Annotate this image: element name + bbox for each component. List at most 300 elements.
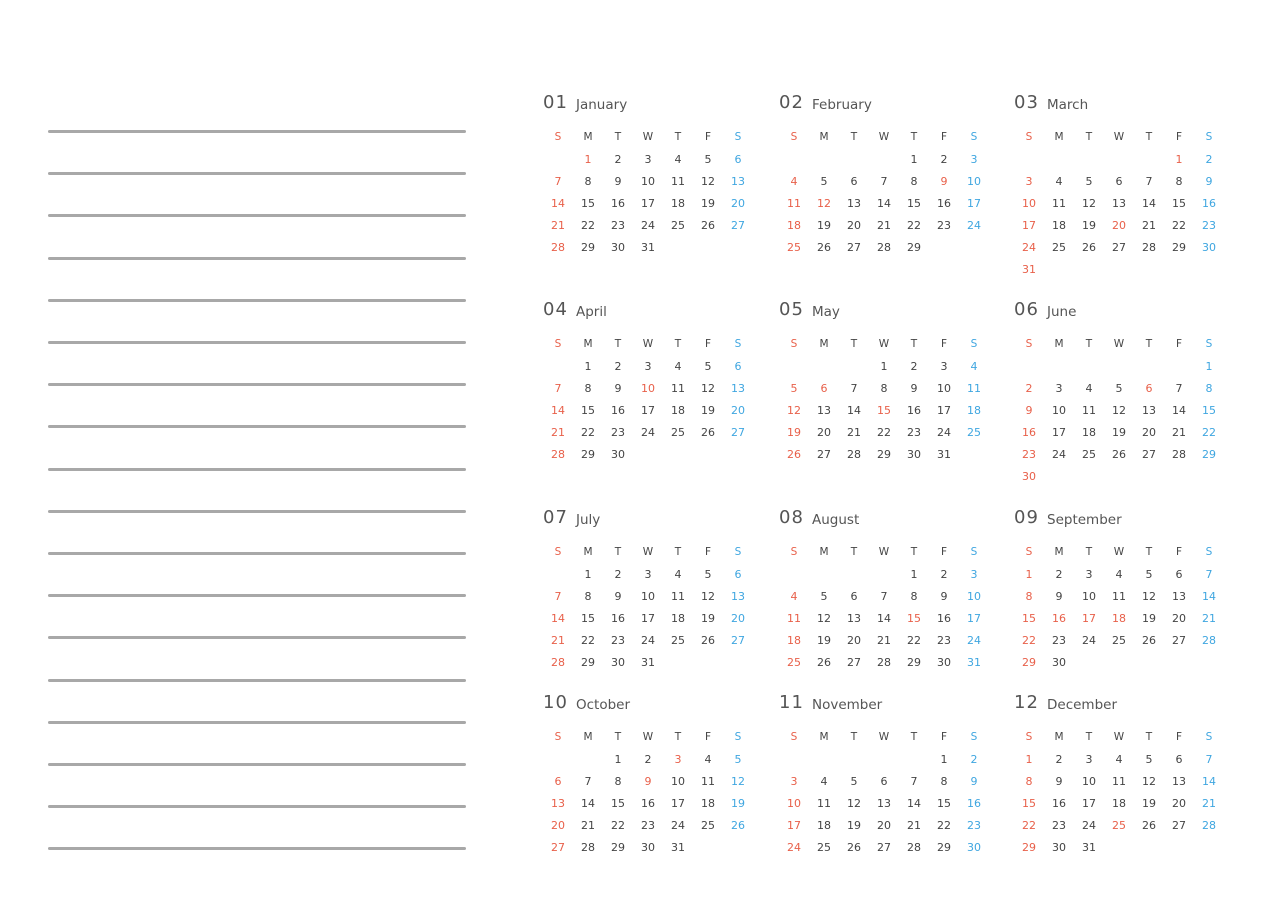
day-cell: 16 [907, 403, 921, 417]
day-cell: 25 [787, 655, 801, 669]
day-cell: 6 [554, 774, 562, 788]
day-cell: 18 [1052, 218, 1066, 232]
day-cell: 10 [641, 381, 655, 395]
day-grid [1014, 333, 1224, 487]
day-cell: 8 [584, 589, 592, 603]
note-line [48, 721, 466, 724]
weekday-header: S [1025, 546, 1033, 558]
month-number: 01 [543, 92, 568, 113]
weekday-header: F [940, 731, 948, 743]
day-cell: 14 [581, 796, 595, 810]
day-cell: 1 [1025, 752, 1033, 766]
day-cell: 21 [847, 425, 861, 439]
day-grid [779, 333, 989, 465]
day-cell: 5 [820, 174, 828, 188]
weekday-header: W [1113, 131, 1125, 143]
day-cell: 5 [1085, 174, 1093, 188]
day-cell: 7 [1205, 752, 1213, 766]
day-cell: 6 [1175, 567, 1183, 581]
month-name: July [576, 512, 601, 528]
month-july [543, 509, 753, 673]
day-cell: 15 [581, 611, 595, 625]
day-cell: 28 [551, 447, 565, 461]
day-cell: 1 [1025, 567, 1033, 581]
weekday-header: T [1085, 731, 1093, 743]
day-cell: 4 [674, 567, 682, 581]
day-cell: 14 [1172, 403, 1186, 417]
day-cell: 22 [581, 425, 595, 439]
day-cell: 19 [1082, 218, 1096, 232]
day-cell: 15 [1022, 796, 1036, 810]
weekday-header: T [1145, 546, 1153, 558]
day-cell: 21 [907, 818, 921, 832]
note-line [48, 468, 466, 471]
weekday-header: T [614, 131, 622, 143]
day-cell: 8 [910, 174, 918, 188]
weekday-header: T [614, 731, 622, 743]
day-cell: 10 [967, 589, 981, 603]
day-cell: 22 [877, 425, 891, 439]
month-name: December [1047, 697, 1118, 713]
day-cell: 28 [877, 240, 891, 254]
day-cell: 13 [1142, 403, 1156, 417]
day-cell: 28 [1202, 818, 1216, 832]
day-cell: 11 [1112, 589, 1126, 603]
weekday-header: W [878, 338, 890, 350]
day-cell: 10 [937, 381, 951, 395]
day-cell: 19 [847, 818, 861, 832]
weekday-header: W [1113, 731, 1125, 743]
day-cell: 31 [1022, 262, 1036, 276]
day-cell: 25 [671, 218, 685, 232]
day-cell: 11 [671, 381, 685, 395]
month-june [1014, 301, 1224, 487]
day-cell: 16 [937, 196, 951, 210]
weekday-header: T [674, 338, 682, 350]
day-cell: 13 [551, 796, 565, 810]
day-grid [543, 333, 753, 465]
weekday-header: F [704, 731, 712, 743]
day-cell: 30 [1022, 469, 1036, 483]
day-cell: 13 [877, 796, 891, 810]
month-number: 09 [1014, 507, 1039, 528]
day-cell: 11 [1112, 774, 1126, 788]
day-cell: 18 [701, 796, 715, 810]
day-cell: 20 [847, 218, 861, 232]
day-cell: 4 [790, 589, 798, 603]
day-cell: 24 [641, 633, 655, 647]
day-cell: 15 [877, 403, 891, 417]
day-cell: 23 [611, 633, 625, 647]
day-cell: 28 [1202, 633, 1216, 647]
day-cell: 2 [1205, 152, 1213, 166]
day-cell: 2 [614, 359, 622, 373]
day-cell: 13 [1112, 196, 1126, 210]
weekday-header: F [1175, 731, 1183, 743]
day-cell: 5 [704, 567, 712, 581]
day-cell: 7 [554, 381, 562, 395]
day-cell: 18 [671, 611, 685, 625]
day-cell: 9 [970, 774, 978, 788]
note-line [48, 763, 466, 766]
weekday-header: T [850, 131, 858, 143]
day-cell: 19 [817, 218, 831, 232]
weekday-header: M [819, 338, 829, 350]
day-cell: 14 [551, 403, 565, 417]
day-cell: 16 [611, 611, 625, 625]
day-cell: 23 [1202, 218, 1216, 232]
day-cell: 29 [1202, 447, 1216, 461]
day-cell: 23 [1052, 818, 1066, 832]
weekday-header: F [940, 131, 948, 143]
weekday-header: T [674, 731, 682, 743]
day-cell: 27 [1172, 633, 1186, 647]
day-cell: 10 [1022, 196, 1036, 210]
day-cell: 27 [1142, 447, 1156, 461]
day-cell: 18 [1082, 425, 1096, 439]
day-cell: 9 [910, 381, 918, 395]
day-cell: 24 [787, 840, 801, 854]
day-cell: 31 [641, 240, 655, 254]
day-cell: 24 [1022, 240, 1036, 254]
day-cell: 1 [1175, 152, 1183, 166]
weekday-header: S [1205, 546, 1213, 558]
month-november [779, 694, 989, 858]
day-cell: 13 [847, 196, 861, 210]
day-cell: 22 [1202, 425, 1216, 439]
month-number: 05 [779, 299, 804, 320]
day-cell: 6 [734, 359, 742, 373]
month-number: 08 [779, 507, 804, 528]
day-grid [779, 726, 989, 858]
day-cell: 17 [967, 196, 981, 210]
day-cell: 30 [1202, 240, 1216, 254]
day-cell: 11 [787, 196, 801, 210]
day-cell: 30 [1052, 840, 1066, 854]
day-cell: 2 [1055, 567, 1063, 581]
day-cell: 12 [817, 196, 831, 210]
day-cell: 6 [850, 174, 858, 188]
weekday-header: S [1025, 131, 1033, 143]
month-number: 11 [779, 692, 804, 713]
weekday-header: T [910, 338, 918, 350]
day-cell: 9 [644, 774, 652, 788]
day-cell: 19 [701, 611, 715, 625]
day-cell: 19 [1112, 425, 1126, 439]
day-cell: 30 [611, 240, 625, 254]
day-cell: 21 [877, 218, 891, 232]
day-cell: 15 [581, 196, 595, 210]
note-line [48, 257, 466, 260]
day-cell: 20 [1142, 425, 1156, 439]
day-cell: 5 [820, 589, 828, 603]
month-december [1014, 694, 1224, 858]
day-cell: 31 [967, 655, 981, 669]
day-cell: 20 [551, 818, 565, 832]
note-line [48, 214, 466, 217]
day-cell: 24 [937, 425, 951, 439]
day-cell: 6 [1145, 381, 1153, 395]
day-cell: 2 [614, 567, 622, 581]
day-cell: 5 [790, 381, 798, 395]
day-cell: 28 [847, 447, 861, 461]
day-cell: 21 [1172, 425, 1186, 439]
day-cell: 25 [1082, 447, 1096, 461]
day-cell: 18 [1112, 611, 1126, 625]
day-cell: 8 [1025, 589, 1033, 603]
day-cell: 28 [907, 840, 921, 854]
day-cell: 2 [940, 567, 948, 581]
weekday-header: M [583, 546, 593, 558]
day-cell: 4 [674, 152, 682, 166]
weekday-header: W [642, 338, 654, 350]
day-cell: 21 [1202, 611, 1216, 625]
day-cell: 15 [907, 196, 921, 210]
day-cell: 28 [551, 655, 565, 669]
day-cell: 8 [614, 774, 622, 788]
day-cell: 7 [880, 589, 888, 603]
day-cell: 25 [671, 425, 685, 439]
day-cell: 6 [850, 589, 858, 603]
day-cell: 6 [734, 152, 742, 166]
day-cell: 28 [551, 240, 565, 254]
day-cell: 1 [880, 359, 888, 373]
day-cell: 5 [734, 752, 742, 766]
day-cell: 17 [1052, 425, 1066, 439]
note-line [48, 847, 466, 850]
day-cell: 6 [880, 774, 888, 788]
day-cell: 26 [847, 840, 861, 854]
weekday-header: T [614, 546, 622, 558]
month-name: May [812, 304, 840, 320]
day-cell: 14 [1202, 589, 1216, 603]
day-cell: 3 [1025, 174, 1033, 188]
day-cell: 22 [581, 633, 595, 647]
day-cell: 4 [1115, 752, 1123, 766]
day-cell: 9 [614, 589, 622, 603]
day-cell: 27 [731, 425, 745, 439]
day-cell: 6 [734, 567, 742, 581]
day-cell: 27 [847, 240, 861, 254]
day-cell: 4 [704, 752, 712, 766]
weekday-header: F [704, 546, 712, 558]
day-grid [1014, 726, 1224, 858]
day-cell: 10 [967, 174, 981, 188]
day-cell: 25 [671, 633, 685, 647]
day-cell: 12 [1142, 774, 1156, 788]
day-cell: 18 [967, 403, 981, 417]
month-name: February [812, 97, 872, 113]
day-cell: 12 [701, 174, 715, 188]
day-cell: 10 [1082, 774, 1096, 788]
day-cell: 25 [787, 240, 801, 254]
day-cell: 8 [1175, 174, 1183, 188]
day-cell: 8 [1025, 774, 1033, 788]
day-cell: 28 [1142, 240, 1156, 254]
day-cell: 2 [614, 152, 622, 166]
day-cell: 22 [581, 218, 595, 232]
weekday-header: T [1085, 338, 1093, 350]
weekday-header: M [583, 131, 593, 143]
day-cell: 17 [1082, 796, 1096, 810]
weekday-header: S [790, 731, 798, 743]
day-cell: 2 [1055, 752, 1063, 766]
day-cell: 23 [1052, 633, 1066, 647]
day-cell: 29 [877, 447, 891, 461]
day-cell: 23 [1022, 447, 1036, 461]
day-cell: 6 [1175, 752, 1183, 766]
day-cell: 12 [701, 381, 715, 395]
day-cell: 29 [1022, 655, 1036, 669]
weekday-header: S [970, 546, 978, 558]
day-cell: 12 [1082, 196, 1096, 210]
day-cell: 30 [907, 447, 921, 461]
weekday-header: S [790, 131, 798, 143]
day-cell: 26 [787, 447, 801, 461]
month-january [543, 94, 753, 258]
day-cell: 24 [1082, 633, 1096, 647]
day-cell: 9 [1205, 174, 1213, 188]
day-cell: 6 [820, 381, 828, 395]
day-cell: 1 [940, 752, 948, 766]
day-cell: 9 [940, 589, 948, 603]
day-cell: 7 [850, 381, 858, 395]
weekday-header: T [614, 338, 622, 350]
day-cell: 7 [584, 774, 592, 788]
day-cell: 9 [940, 174, 948, 188]
day-cell: 28 [581, 840, 595, 854]
day-cell: 18 [1112, 796, 1126, 810]
day-cell: 23 [641, 818, 655, 832]
day-cell: 7 [1205, 567, 1213, 581]
day-cell: 15 [581, 403, 595, 417]
weekday-header: S [1205, 131, 1213, 143]
day-cell: 24 [641, 218, 655, 232]
month-name: January [576, 97, 628, 113]
day-cell: 8 [584, 381, 592, 395]
day-cell: 31 [671, 840, 685, 854]
day-cell: 3 [644, 567, 652, 581]
weekday-header: S [734, 338, 742, 350]
weekday-header: S [554, 546, 562, 558]
day-cell: 17 [937, 403, 951, 417]
day-cell: 13 [731, 589, 745, 603]
day-cell: 12 [1112, 403, 1126, 417]
day-cell: 8 [1205, 381, 1213, 395]
day-cell: 14 [551, 611, 565, 625]
day-cell: 26 [701, 633, 715, 647]
weekday-header: F [1175, 338, 1183, 350]
weekday-header: F [704, 338, 712, 350]
day-cell: 26 [1142, 818, 1156, 832]
day-cell: 26 [817, 655, 831, 669]
weekday-header: W [642, 131, 654, 143]
day-cell: 23 [937, 633, 951, 647]
day-cell: 19 [1142, 611, 1156, 625]
weekday-header: M [583, 338, 593, 350]
note-line [48, 299, 466, 302]
day-cell: 8 [910, 589, 918, 603]
day-cell: 29 [937, 840, 951, 854]
weekday-header: F [1175, 546, 1183, 558]
day-cell: 22 [1172, 218, 1186, 232]
weekday-header: S [970, 338, 978, 350]
day-cell: 26 [701, 218, 715, 232]
day-cell: 5 [704, 359, 712, 373]
weekday-header: M [1054, 546, 1064, 558]
day-cell: 12 [701, 589, 715, 603]
day-cell: 17 [1022, 218, 1036, 232]
day-cell: 9 [1055, 589, 1063, 603]
weekday-header: F [704, 131, 712, 143]
month-name: August [812, 512, 860, 528]
day-cell: 23 [611, 425, 625, 439]
day-cell: 27 [1112, 240, 1126, 254]
day-cell: 13 [1172, 589, 1186, 603]
weekday-header: M [819, 731, 829, 743]
day-cell: 1 [584, 359, 592, 373]
weekday-header: S [1025, 338, 1033, 350]
day-cell: 7 [1175, 381, 1183, 395]
note-line [48, 425, 466, 428]
day-cell: 8 [584, 174, 592, 188]
day-cell: 20 [731, 403, 745, 417]
weekday-header: T [1145, 731, 1153, 743]
weekday-header: S [970, 131, 978, 143]
day-cell: 2 [940, 152, 948, 166]
day-cell: 21 [1202, 796, 1216, 810]
day-cell: 1 [584, 152, 592, 166]
day-cell: 17 [671, 796, 685, 810]
day-cell: 26 [817, 240, 831, 254]
day-cell: 11 [1052, 196, 1066, 210]
day-cell: 20 [877, 818, 891, 832]
day-cell: 1 [614, 752, 622, 766]
day-cell: 20 [1172, 611, 1186, 625]
day-cell: 25 [1112, 818, 1126, 832]
day-cell: 11 [671, 589, 685, 603]
weekday-header: S [734, 546, 742, 558]
day-cell: 11 [787, 611, 801, 625]
day-cell: 2 [970, 752, 978, 766]
day-cell: 4 [1055, 174, 1063, 188]
day-cell: 17 [1082, 611, 1096, 625]
day-cell: 5 [1145, 567, 1153, 581]
day-cell: 29 [907, 240, 921, 254]
day-grid [779, 126, 989, 258]
day-cell: 3 [1085, 752, 1093, 766]
note-line [48, 594, 466, 597]
day-cell: 29 [581, 447, 595, 461]
day-cell: 3 [970, 567, 978, 581]
day-cell: 16 [1052, 796, 1066, 810]
day-cell: 27 [1172, 818, 1186, 832]
day-cell: 25 [701, 818, 715, 832]
month-number: 12 [1014, 692, 1039, 713]
day-cell: 28 [1172, 447, 1186, 461]
weekday-header: W [1113, 546, 1125, 558]
day-cell: 22 [907, 633, 921, 647]
weekday-header: W [878, 131, 890, 143]
day-cell: 10 [1052, 403, 1066, 417]
month-number: 02 [779, 92, 804, 113]
month-name: September [1047, 512, 1122, 528]
weekday-header: S [734, 731, 742, 743]
day-cell: 7 [910, 774, 918, 788]
day-cell: 14 [877, 611, 891, 625]
day-cell: 9 [614, 174, 622, 188]
day-cell: 19 [731, 796, 745, 810]
